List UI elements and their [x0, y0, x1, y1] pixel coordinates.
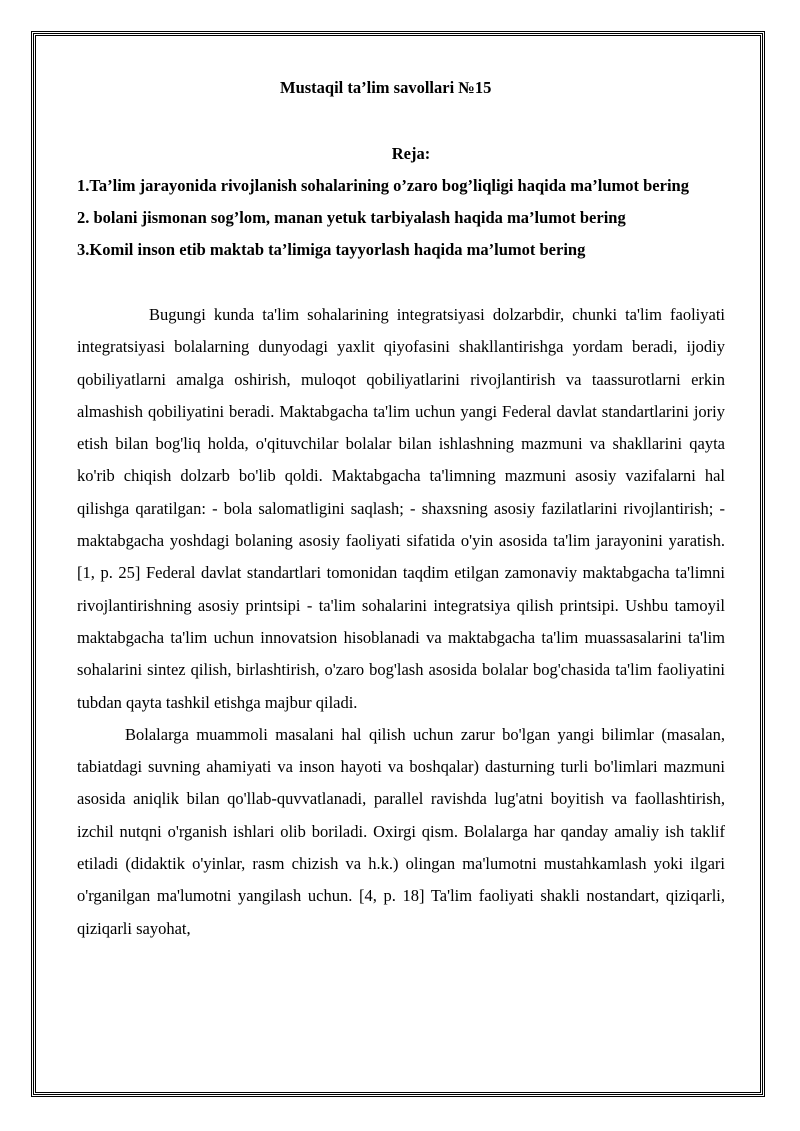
plan-item-1: 1.Ta’lim jarayonida rivojlanish sohalarining o’zaro bog’liqligi haqida ma’lumot bering [77, 176, 689, 195]
plan-list [77, 170, 725, 266]
plan-item-3: 3.Komil inson etib maktab ta’limiga tayyorlash haqida ma’lumot bering [77, 240, 586, 259]
plan-item-2: 2. bolani jismonan sog’lom, manan yetuk tarbiyalash haqida ma’lumot bering [77, 208, 626, 227]
body-paragraph-2: Bolalarga muammoli masalani hal qilish uchun zarur bo'lgan yangi bilimlar (masalan, tabiatdagi suvning ahamiyati va inson hayoti va boshqalar) dasturning turli bo'limlari mazmuni asosida aniqlik bilan qo'llab-quvvatlanadi, parallel ravishda lug'atni boyitish va faollashtirish, izchil nutqni o'rganish ishlari olib boriladi. Oxirgi qism. Bolalarga har qanday amaliy ish taklif etiladi (didaktik o'yinlar, rasm chizish va h.k.) olingan ma'lumotni mustahkamlash yoki ilgari o'rganilgan ma'lumotni yangilash uchun. [4, p. 18] Ta'lim faoliyati shakli nostandart, qiziqarli, qiziqarli sayohat, [77, 724, 725, 938]
plan-heading: Reja: [391, 144, 431, 163]
document-title: Mustaqil ta’lim savollari №15 [280, 78, 492, 97]
document-body [77, 72, 725, 945]
body-paragraph-1: Bugungi kunda ta'lim sohalarining integratsiyasi dolzarbdir, chunki ta'lim faoliyati integratsiyasi bolalarning dunyodagi yaxlit qiyofasini shakllantirishga yordam beradi, ijodiy qobiliyatlarni amalga oshirish, muloqot qobiliyatlarini rivojlantirish va taassurotlarni erkin almashish qobiliyatini beradi. Maktabgacha ta'lim uchun yangi Federal davlat standartlarini joriy etish bilan bog'liq holda, o'qituvchilar bolalar bilan ishlashning mazmuni va shakllarini qayta ko'rib chiqish dolzarb bo'lib qoldi. Maktabgacha ta'limning mazmuni asosiy vazifalarni hal qilishga qaratilgan: - bola salomatligini saqlash; - shaxsning asosiy fazilatlarini rivojlantirish; - maktabgacha yoshdagi bolaning asosiy faoliyati sifatida o'yin asosida ta'lim jarayonini yaratish. [1, p. 25] Federal davlat standartlari tomonidan taqdim etilgan zamonaviy maktabgacha ta'limni rivojlantirishning asosiy printsipi - ta'lim sohalarini integratsiya qilish printsipi. Ushbu tamoyil maktabgacha ta'lim uchun innovatsion hisoblanadi va maktabgacha ta'lim muassasalarini ta'lim sohalarini sintez qilish, birlashtirish, o'zaro bog'lash asosida bolalar bog'chasida ta'lim faoliyatini tubdan qayta tashkil etishga majbur qiladi. [77, 305, 725, 712]
